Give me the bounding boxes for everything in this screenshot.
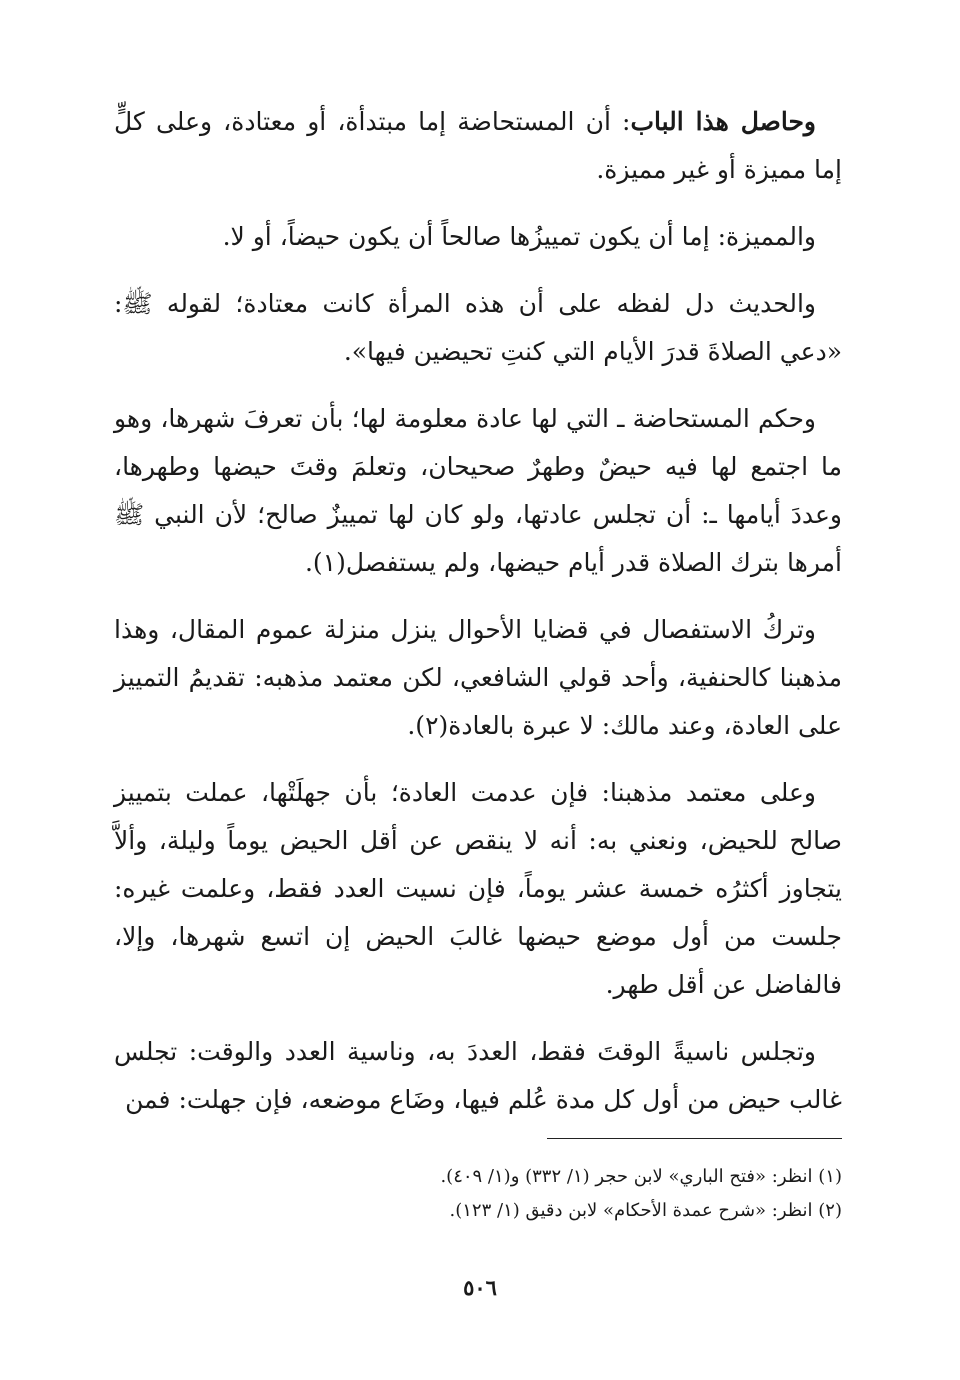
footnote-divider	[547, 1138, 842, 1139]
footnotes	[114, 1160, 842, 1228]
main-text	[114, 98, 842, 1143]
paragraph-text: وتركُ الاستفصال في قضايا الأحوال ينزل منزلة عموم المقال، وهذا مذهبنا كالحنفية، وأحد قولي الشافعي، لكن معتمد مذهبه: تقديمُ التمييز على العادة، وعند مالك: لا عبرة بالعادة(٢).	[114, 615, 842, 740]
paragraph-text: وتجلس ناسيةً الوقتَ فقط، العددَ به، وناسية العدد والوقت: تجلس غالب حيض من أول كل مدة عُلم فيها، وضَاع موضعه، فإن جهلت: فمن	[114, 1037, 842, 1114]
paragraph	[114, 769, 842, 1009]
paragraph	[114, 98, 842, 194]
paragraph	[114, 395, 842, 587]
section-lead: وحاصل هذا الباب	[630, 107, 816, 136]
paragraph-text: والحديث دل لفظه على أن هذه المرأة كانت معتادة؛ لقوله ﷺ: «دعي الصلاةَ قدرَ الأيام التي كنتِ تحيضين فيها».	[114, 289, 842, 366]
paragraph-text: وحكم المستحاضة ـ التي لها عادة معلومة لها؛ بأن تعرفَ شهرها، وهو ما اجتمع لها فيه حيضٌ وطهرٌ صحيحان، وتعلمَ وقتَ حيضها وطهرها، وعددَ أيامها ـ: أن تجلس عادتها، ولو كان لها تمييزٌ صالح؛ لأن النبي ﷺ أمرها بترك الصلاة قدر أيام حيضها، ولم يستفصل(١).	[114, 404, 842, 577]
paragraph	[114, 213, 842, 261]
paragraph	[114, 1028, 842, 1124]
paragraph-text: والمميزة: إما أن يكون تمييزُها صالحاً أن يكون حيضاً، أو لا.	[222, 222, 816, 251]
page-number: ٥٠٦	[463, 1275, 497, 1300]
footnote: (١) انظر: «فتح الباري» لابن حجر (١/ ٣٣٢) و(١/ ٤٠٩).	[440, 1166, 842, 1187]
paragraph-text: : أن المستحاضة إما مبتدأة، أو معتادة، وعلى كلٍّ إما مميزة أو غير مميزة.	[114, 107, 842, 184]
paragraph	[114, 280, 842, 376]
paragraph-text: وعلى معتمد مذهبنا: فإن عدمت العادة؛ بأن جهلَتْها، عملت بتمييز صالح للحيض، ونعني به: أنه لا ينقص عن أقل الحيض يوماً وليلة، وألاَّ يتجاوز أكثرُه خمسة عشر يوماً، فإن نسيت العدد فقط، وعلمت غيره: جلست من أول موضع حيضها غالبَ الحيض إن اتسع شهرها، وإلا، فالفاضل عن أقل طهر.	[114, 778, 842, 999]
paragraph	[114, 606, 842, 750]
footnote: (٢) انظر: «شرح عمدة الأحكام» لابن دقيق (١/ ١٢٣).	[449, 1200, 842, 1221]
